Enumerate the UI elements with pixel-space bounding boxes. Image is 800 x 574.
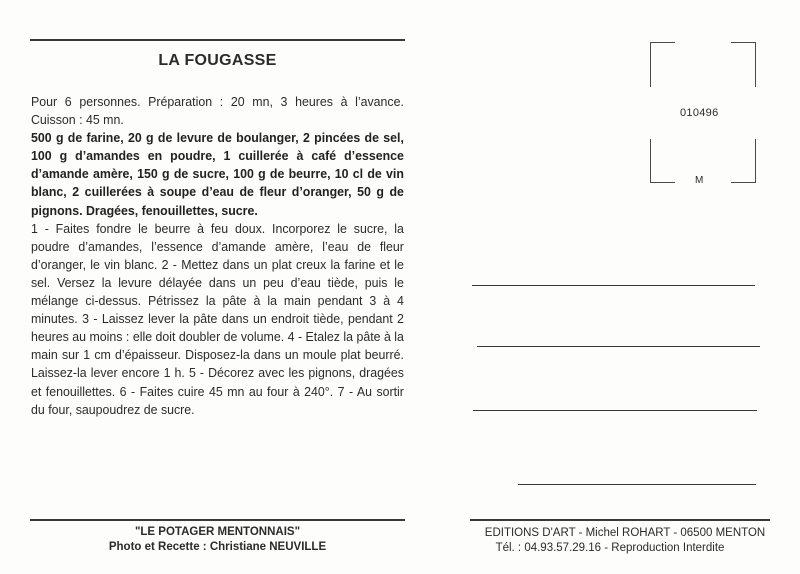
stamp-corner-bottom-right [731,139,756,183]
address-line-2 [477,346,760,347]
stamp-corner-top-left [650,42,675,87]
credit-author: Photo et Recette : Christiane NEUVILLE [108,541,327,553]
credit-title: "LE POTAGER MENTONNAIS" [134,526,301,538]
bottom-rule-left [30,519,405,521]
stamp-code: 010496 [680,107,719,119]
address-line-1 [472,285,755,286]
stamp-corner-bottom-left [650,139,675,183]
recipe-text [31,93,404,419]
address-line-3 [473,410,757,411]
recipe-method: 1 - Faites fondre le beurre à feu doux. Incorporez le sucre, la poudre d’amandes, l’essence d’amande amère, l’eau de fleur d’oranger, le vin blanc. 2 - Mettez dans un plat creux la farine et le sel. Versez la levure délayée dans un peu d’eau tiède, puis le mélange ci-dessus. Pétrissez la pâte à la main pendant 3 à 4 minutes. 3 - Laissez lever la pâte dans un endroit tiède, pendant 2 heures au moins : elle doit doubler de volume. 4 - Etalez la pâte à la main sur 1 cm d’épaisseur. Disposez-la dans un moule plat beurré. Laissez-la lever encore 1 h. 5 - Décorez avec les pignons, dragées et fenouillettes. 6 - Faites cuire 45 mn au four à 240°. 7 - Au sortir du four, saupoudrez de sucre. [31,220,404,417]
recipe-intro: Pour 6 personnes. Préparation : 20 mn, 3 heures à l’avance. Cuisson : 45 mn. [31,94,404,128]
address-line-4 [518,484,756,485]
editor-name: EDITIONS D'ART - Michel ROHART - 06500 MENTON [484,527,766,539]
page-title: LA FOUGASSE [158,52,277,69]
top-rule-left [30,39,405,41]
bottom-rule-right [470,519,770,521]
editor-phone: Tél. : 04.93.57.29.16 - Reproduction Interdite [495,542,725,554]
stamp-corner-top-right [731,42,756,87]
recipe-ingredients: 500 g de farine, 20 g de levure de boulanger, 2 pincées de sel, 100 g d’amandes en poudre, 1 cuillerée à café d’essence d’amande amère, 150 g de sucre, 100 g de beurre, 10 cl de vin blanc, 2 cuillerées à soupe d’eau de fleur d’oranger, 50 g de pignons. Dragées, fenouillettes, sucre. [31,130,404,218]
stamp-mark: M [695,175,704,186]
